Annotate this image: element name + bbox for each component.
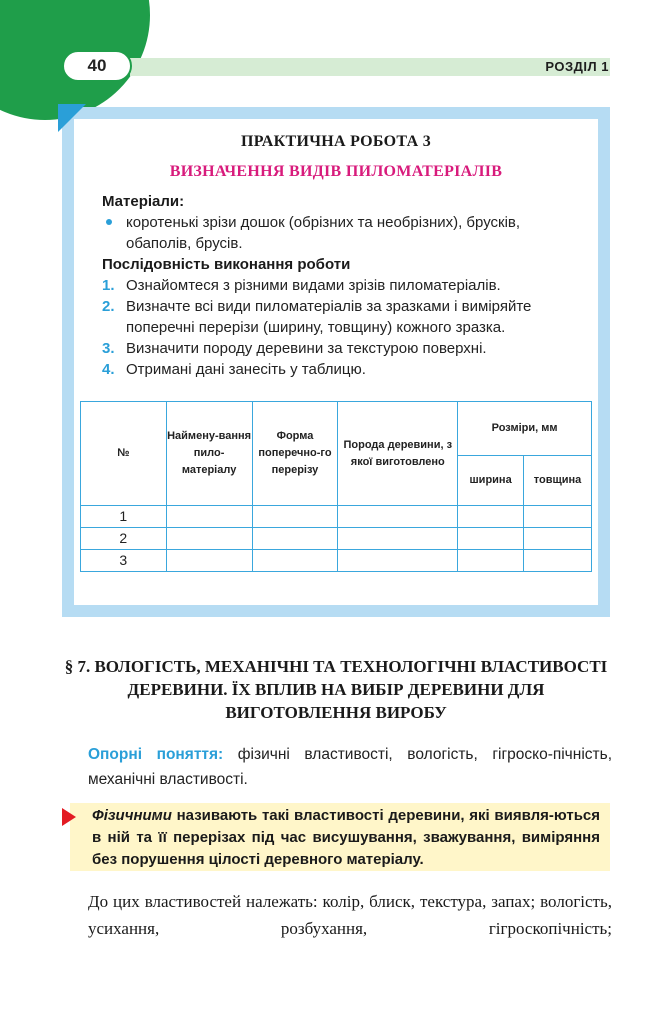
bullet-icon <box>106 219 112 225</box>
step-text: Визначити породу деревини за текстурою поверхні. <box>126 340 487 357</box>
materials-heading: Матеріали: <box>102 193 185 210</box>
section-title: § 7. ВОЛОГІСТЬ, МЕХАНІЧНІ ТА ТЕХНОЛОГІЧНІ ВЛАСТИВОСТІ ДЕРЕВИНИ. ЇХ ВПЛИВ НА ВИБІР ДЕРЕВИНИ ДЛЯ ВИГОТОВЛЕННЯ ВИРОБУ <box>64 657 608 722</box>
key-concepts <box>88 742 612 792</box>
header-band <box>130 58 610 76</box>
table-header-shape: Форма поперечно-го перерізу <box>252 402 338 506</box>
practical-work-title: ПРАКТИЧНА РОБОТА 3 <box>240 133 432 150</box>
practical-work-panel <box>74 119 598 605</box>
definition-text <box>92 805 600 871</box>
step-item <box>102 296 588 338</box>
materials-item-text: коротенькі зрізи дошок (обрізних та необрізних), брусків, обаполів, брусів. <box>126 214 521 252</box>
step-item <box>102 338 588 359</box>
table-header-number: № <box>81 402 167 506</box>
table-header-sizes: Розміри, мм <box>458 402 592 456</box>
table-header-thickness: товщина <box>524 456 592 506</box>
page-number: 40 <box>62 50 132 82</box>
table-header-width: ширина <box>458 456 524 506</box>
table-row-number: 2 <box>81 528 167 550</box>
step-item <box>102 359 588 380</box>
table-row-number: 1 <box>81 506 167 528</box>
chapter-label: РОЗДІЛ 1 <box>545 59 609 74</box>
step-number: 1. <box>102 277 115 294</box>
table-row-number: 3 <box>81 550 167 572</box>
step-item <box>102 275 588 296</box>
step-number: 2. <box>102 298 115 315</box>
table-header-name: Наймену-вання пило-матеріалу <box>166 402 252 506</box>
sequence-heading: Послідовність виконання роботи <box>102 256 351 273</box>
step-number: 4. <box>102 361 115 378</box>
corner-flag-icon <box>58 104 86 132</box>
arrow-right-icon <box>62 808 76 826</box>
step-text: Отримані дані занесіть у таблицю. <box>126 361 366 378</box>
practical-work-frame <box>62 107 610 617</box>
practical-work-body <box>102 191 588 380</box>
table-row <box>81 506 592 528</box>
key-concepts-label: Опорні поняття: <box>88 746 224 763</box>
practical-work-subtitle: ВИЗНАЧЕННЯ ВИДІВ ПИЛОМАТЕРІАЛІВ <box>169 163 503 180</box>
table-header-species: Порода деревини, з якої виготовлено <box>338 402 458 506</box>
step-text: Ознайомтеся з різними видами зрізів пиломатеріалів. <box>126 277 501 294</box>
definition-body: називають такі властивості деревини, які виявля-ються в ній та її перерізах під час висушування, зважування, виміряння без порушення цілості деревного матеріалу. <box>92 807 601 868</box>
table-row <box>81 550 592 572</box>
step-text: Визначте всі види пиломатеріалів за зразками і виміряйте поперечні перерізи (ширину, товщину) кожного зразка. <box>126 298 532 336</box>
results-table <box>80 401 592 572</box>
definition-term: Фізичними <box>92 807 172 824</box>
materials-item <box>102 212 588 254</box>
key-concepts-text: фізичні властивості, вологість, гігроско-пічність, механічні властивості. <box>88 746 612 788</box>
step-number: 3. <box>102 340 115 357</box>
body-paragraph: До цих властивостей належать: колір, блиск, текстура, запах; вологість, усихання, розбухання, гігроскопічність; <box>88 892 612 938</box>
table-row <box>81 528 592 550</box>
